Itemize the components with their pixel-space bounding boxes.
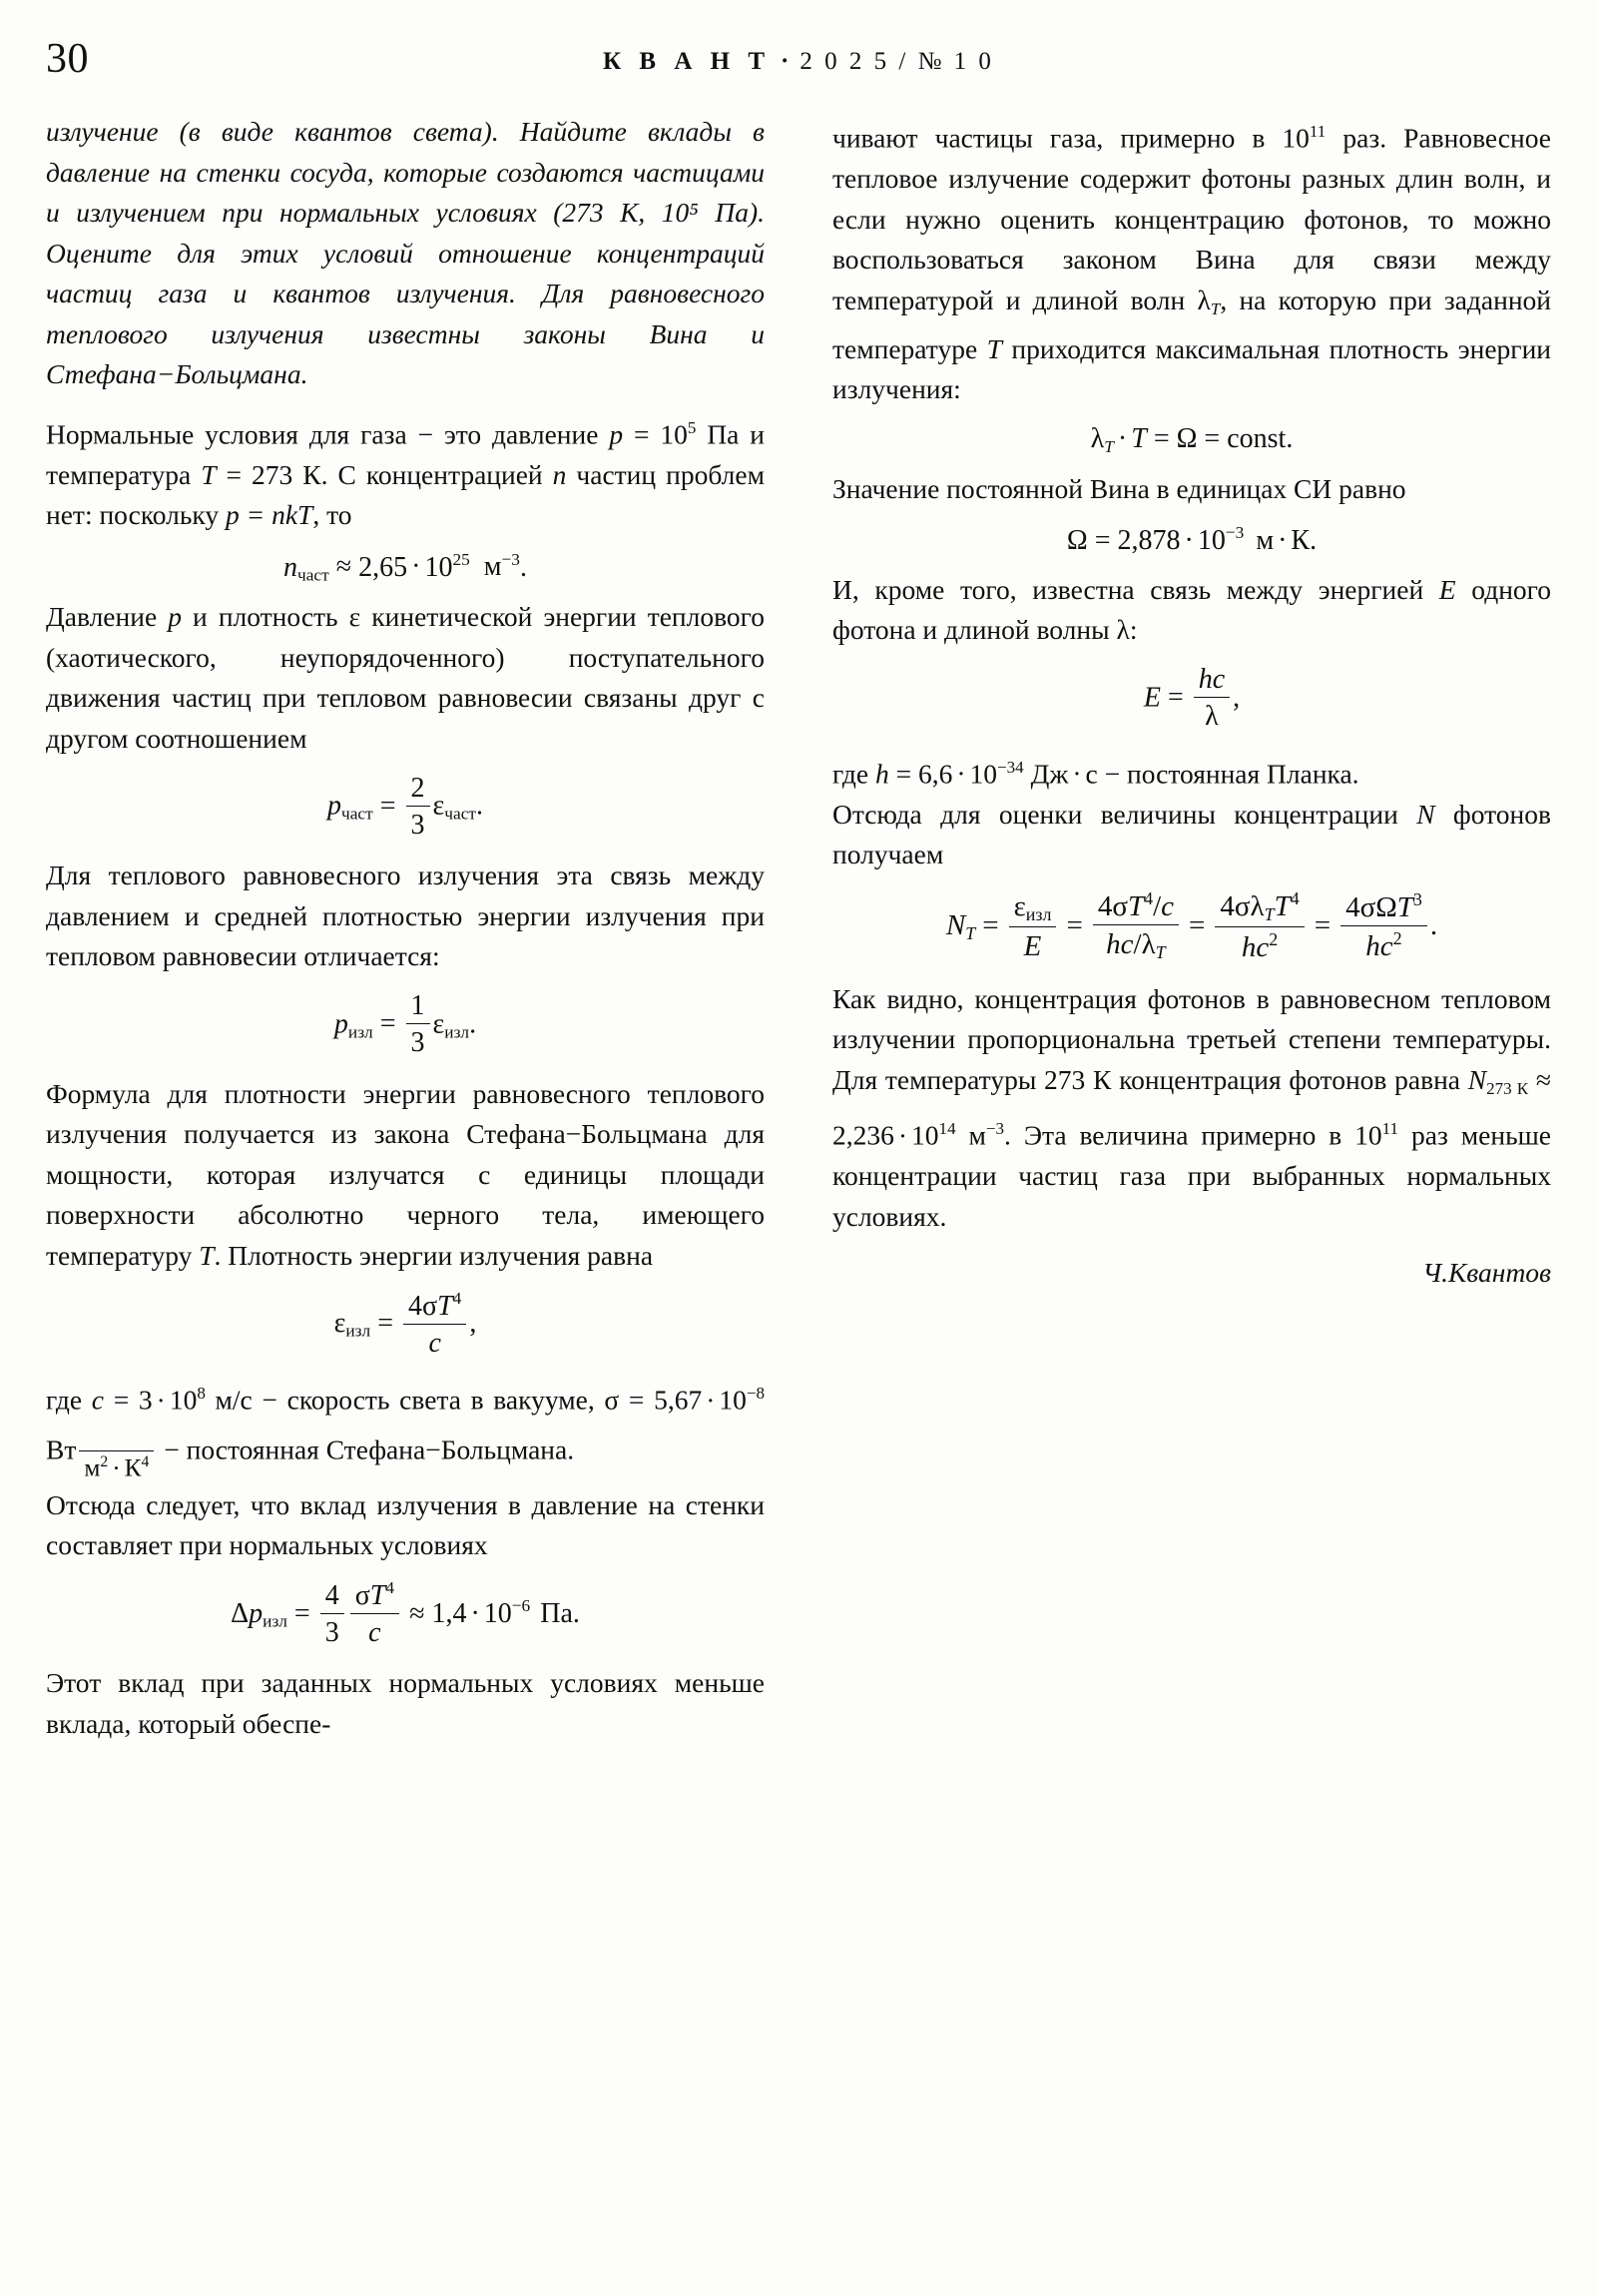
text-run: Формула для плотности энергии равновесного теплового излучения получается из закона Стефана−Больцмана для мощности, которая излучатся с единицы площади поверхности абсолютно черного тела, имеющего температуру <box>46 1077 765 1271</box>
eq-relation: = <box>377 1308 393 1340</box>
text-run: где <box>46 1384 92 1416</box>
exponent: −34 <box>997 757 1024 777</box>
symbol-N-subscript: 273 К <box>1486 1078 1529 1098</box>
symbol-T: T <box>199 1239 215 1271</box>
numerator: 2 <box>406 772 430 807</box>
numerator-c: c <box>1212 664 1226 696</box>
multiply-dot: · <box>706 1384 716 1416</box>
eq-unit-m: м <box>1256 525 1275 557</box>
numerator-c: c <box>1161 890 1175 923</box>
symbol-p: p <box>609 418 624 450</box>
issue-label: 2 0 2 5 / № 1 0 <box>799 48 994 75</box>
author-signature: Ч.Квантов <box>1422 1257 1551 1289</box>
eq-lhs-var: p <box>326 790 341 822</box>
problem-statement: излучение (в виде квантов света). Найдите вклады в давление на стенки сосуда, которые создаются частицами и излучением при нормальных условиях (273 К, 10⁵ Па). Оцените для этих условий отношение концентраций частиц газа и квантов излучения. Для равновесного теплового излучения известны законы Вина и Стефана−Больцмана. <box>46 116 765 389</box>
eq-relation: ≈ <box>335 551 352 583</box>
symbol-N: N <box>1416 798 1435 830</box>
text-run: , на которую при заданной температуре <box>832 284 1552 364</box>
eq-lhs: E <box>1143 682 1161 714</box>
eq-tail: . <box>476 790 484 822</box>
paragraph-planck-constant <box>832 748 1551 795</box>
numerator <box>1009 889 1057 927</box>
denominator-h: h <box>1365 930 1380 963</box>
eq-value: 2,878 <box>1117 525 1181 557</box>
numerator <box>1093 888 1179 925</box>
eq-fraction-2-3 <box>406 772 430 842</box>
eq-omega: Ω <box>1066 525 1088 557</box>
denominator-c: c <box>1379 930 1393 963</box>
text-run: . Эта величина примерно в 10 <box>1004 1119 1382 1151</box>
eq-multiply-dot: · <box>1184 525 1194 557</box>
paragraph-radiation-relation: Для теплового равновесного излучения эта связь между давлением и средней плотностью энергии излучения при тепловом равновесии отличается: <box>46 860 765 972</box>
denominator-h: h <box>1241 931 1257 964</box>
eq-tail: . <box>1310 525 1318 557</box>
eq-exponent: −6 <box>511 1595 531 1615</box>
numerator: 1 <box>406 989 430 1024</box>
eq-tail: , <box>469 1308 477 1340</box>
eq-unit: м <box>483 551 502 583</box>
unit-dot: · <box>112 1453 121 1482</box>
paragraph-wien-constant: Значение постоянной Вина в единицах СИ равно <box>832 472 1406 504</box>
numerator: 4 <box>320 1579 344 1614</box>
column-right <box>832 112 1551 1294</box>
journal-name: К В А Н Т <box>603 48 772 75</box>
text-run: И, кроме того, известна связь между энергией <box>832 573 1439 605</box>
text-run: , то <box>312 499 352 531</box>
text-run: Как видно, концентрация фотонов в равновесном тепловом излучении пропорциональна третьей степени температуры. Для температуры 273 К концентрация фотонов равна <box>832 982 1551 1095</box>
text-run: . Плотность энергии излучения равна <box>214 1239 654 1271</box>
eq-lhs-subscript: изл <box>345 1322 371 1342</box>
numerator-subscript: изл <box>1025 903 1052 924</box>
text-run: ≈ 2,236 <box>832 1063 1551 1151</box>
eq-rhs-subscript: част <box>444 804 477 824</box>
eq-relation: = <box>379 790 396 822</box>
symbol-p: p <box>168 601 182 633</box>
eq-T: T <box>1131 422 1147 454</box>
text-run: раз меньше концентрации частиц газа при выбранных нормальных условиях. <box>832 1119 1551 1232</box>
text-run: Дж <box>1023 758 1069 790</box>
page-number: 30 <box>46 36 89 82</box>
eq-rhs-var: ε <box>432 1008 445 1040</box>
numerator-T: T <box>1396 890 1413 923</box>
numerator-exponent: 4 <box>1290 887 1300 908</box>
exponent: 8 <box>197 1384 206 1404</box>
denominator-lambda: λ <box>1141 928 1156 961</box>
symbol-c: c <box>91 1384 105 1416</box>
denominator <box>1093 925 1179 963</box>
numerator <box>1215 888 1304 927</box>
text-run: раз. Равновесное тепловое излучение содержит фотоны разных длин волн, и если нужно оценить концентрацию фотонов, то можно воспользоваться законом Вина для связи между температурой и длиной волн <box>832 122 1551 315</box>
eq-relation: = <box>379 1008 396 1040</box>
numerator <box>350 1578 399 1614</box>
denominator-exponent: 2 <box>1392 927 1402 948</box>
eq-multiply-dot: · <box>1117 422 1128 454</box>
equation-photon-energy <box>832 665 1551 735</box>
numerator-coefficient: 4σ <box>408 1290 438 1322</box>
numerator-exponent: 4 <box>385 1578 395 1598</box>
text-run: фотонов получаем <box>832 798 1551 870</box>
eq-exponent: −3 <box>1225 523 1245 543</box>
denominator: c <box>368 1617 381 1649</box>
denominator <box>1340 926 1427 963</box>
eq-relation-3: = <box>1189 908 1206 941</box>
text-run: = 273 К. С концентрацией <box>216 458 553 490</box>
denominator: 3 <box>410 1027 425 1059</box>
eq-fraction-hc-lambda <box>1194 663 1230 733</box>
numerator-T: T <box>1127 890 1145 923</box>
exponent-11: 11 <box>1381 1118 1399 1138</box>
paragraph-wien-intro <box>832 112 1551 410</box>
eq-relation-2: = <box>1204 422 1221 454</box>
denominator-c: c <box>1120 928 1134 961</box>
text-run: приходится максимальная плотность энергии излучения: <box>832 332 1551 405</box>
eq-relation-2: = <box>1066 908 1083 941</box>
eq-tail: . <box>1429 908 1438 941</box>
eq-fraction-sigmaT4-c <box>350 1578 399 1649</box>
eq-fraction-1-3 <box>406 989 430 1059</box>
denominator-h: h <box>1106 928 1121 961</box>
eq-tail: , <box>1233 682 1241 714</box>
base: 10 <box>969 758 998 790</box>
paragraph-normal-conditions <box>46 408 765 536</box>
eq-multiply-dot: · <box>411 551 421 583</box>
eq-lhs-var: ε <box>333 1308 346 1340</box>
formula-p-nkT: p = nkT <box>226 499 313 531</box>
symbol-lambda: λ <box>1197 284 1211 315</box>
symbol-lambda-subscript: T <box>1210 298 1221 318</box>
numerator-sigma: σ <box>354 1580 370 1612</box>
denominator-slash: / <box>1133 928 1142 961</box>
eq-base: 10 <box>424 551 453 583</box>
eq-fraction-4sigmaT4c-hclambda <box>1093 888 1179 964</box>
eq-rhs-subscript: изл <box>444 1022 470 1042</box>
eq-unit-dot: · <box>1278 525 1288 557</box>
eq-lhs-subscript: част <box>340 804 373 824</box>
exponent-5: 5 <box>687 417 697 437</box>
paragraph-concentration-estimate <box>832 795 1551 875</box>
eq-relation-1: = <box>982 908 999 941</box>
text-run: одного фотона и длиной волны <box>832 573 1552 646</box>
unit-exponent: −3 <box>985 1118 1005 1138</box>
text-run: : <box>1129 614 1138 646</box>
eq-lambda-subscript: T <box>1104 436 1114 456</box>
multiply-dot: · <box>156 1384 166 1416</box>
equation-NT-chain <box>832 889 1551 966</box>
equation-n-chast <box>46 550 765 585</box>
unit-numerator <box>79 1420 154 1451</box>
paragraph-stefan-boltzmann <box>46 1074 765 1277</box>
paragraph-constants <box>46 1374 765 1484</box>
unit-m-exponent: 2 <box>100 1452 109 1470</box>
base: 10 <box>169 1384 198 1416</box>
text-run: чивают частицы газа, примерно в 10 <box>832 122 1310 154</box>
running-head <box>0 34 1597 86</box>
eq-const: const. <box>1227 422 1294 454</box>
text-run: = 3 <box>104 1384 153 1416</box>
eq-value: 1,4 <box>431 1597 467 1629</box>
eq-subscript: част <box>297 565 329 585</box>
unit: м <box>955 1119 986 1151</box>
symbol-T: T <box>986 332 1002 364</box>
numerator-lambda: λ <box>1250 889 1265 922</box>
eq-fraction-4-3 <box>320 1579 344 1649</box>
numerator <box>1194 663 1230 698</box>
numerator <box>1340 889 1427 926</box>
numerator-h: h <box>1198 664 1213 696</box>
base: 10 <box>719 1384 747 1416</box>
paragraph-pressure-energy-density <box>46 597 765 759</box>
numerator-epsilon: ε <box>1013 889 1026 922</box>
equation-epsilon-izl <box>46 1290 765 1361</box>
text-run: Вт <box>46 1434 77 1465</box>
eq-var: n <box>283 551 297 583</box>
symbol-epsilon: ε <box>348 601 361 633</box>
denominator-exponent: 2 <box>1269 928 1279 949</box>
numerator-T: T <box>437 1290 453 1322</box>
eq-mantissa: 2,65 <box>358 551 408 583</box>
numerator-coefficient: 4σ <box>1097 890 1128 923</box>
eq-base: 10 <box>483 1597 512 1629</box>
denominator: λ <box>1205 701 1219 733</box>
denominator: 3 <box>324 1616 339 1648</box>
eq-exponent: 25 <box>452 549 470 569</box>
eq-multiply-dot: · <box>470 1597 480 1629</box>
text-run: = 6,6 <box>888 758 953 790</box>
numerator-exponent: 4 <box>452 1289 462 1308</box>
symbol-lambda: λ <box>1116 614 1130 646</box>
text-run: = 10 <box>623 418 688 450</box>
text-run: и плотность <box>181 601 349 633</box>
denominator-c: c <box>1256 931 1270 964</box>
eq-tail: . <box>520 551 527 583</box>
eq-lhs-var: p <box>249 1597 264 1629</box>
exponent: −8 <box>746 1384 766 1404</box>
denominator: c <box>428 1327 441 1359</box>
denominator-lambda-subscript: T <box>1155 942 1166 963</box>
eq-lhs-subscript: изл <box>263 1611 287 1631</box>
text-run: м/с − скорость света в вакууме, <box>205 1384 605 1416</box>
unit-s: с <box>1085 758 1098 790</box>
eq-fraction-4sigmaT4-c <box>403 1289 466 1360</box>
multiply-dot: · <box>956 758 966 790</box>
eq-relation: = <box>1153 422 1170 454</box>
unit-K: К <box>124 1453 142 1482</box>
two-column-body <box>46 112 1551 2258</box>
text-run: Нормальные условия для газа − это давление <box>46 418 610 450</box>
eq-fraction-4sigmaOmegaT3-hc2 <box>1340 889 1427 964</box>
running-title <box>0 48 1597 76</box>
unit-denominator <box>79 1451 154 1484</box>
equation-p-izl <box>46 991 765 1061</box>
eq-relation-4: = <box>1314 908 1331 941</box>
numerator-lambda-subscript: T <box>1264 903 1275 924</box>
eq-unit: Па <box>540 1597 573 1629</box>
numerator-slash: / <box>1153 890 1162 923</box>
text-run: кинетической энергии теплового (хаотического, неупорядоченного) поступательного движения частиц при тепловом равновесии связаны друг с другом соотношением <box>46 601 766 754</box>
symbol-N: N <box>1467 1063 1487 1095</box>
unit-m: м <box>84 1453 101 1482</box>
paragraph-photon-energy <box>832 570 1551 651</box>
unit-K-exponent: 4 <box>141 1452 150 1470</box>
text-run: Давление <box>46 601 169 633</box>
eq-relation: = <box>1167 682 1184 714</box>
symbol-n: n <box>552 458 567 490</box>
numerator-exponent: 3 <box>1412 888 1422 909</box>
equation-p-chast <box>46 773 765 843</box>
eq-delta: Δ <box>231 1597 250 1629</box>
symbol-sigma: σ <box>604 1384 620 1416</box>
eq-fraction-eps-E <box>1009 889 1057 963</box>
equation-wien-law <box>832 424 1551 456</box>
unit-fraction <box>76 1421 157 1484</box>
eq-fraction-4sigmalambdaT4-hc2 <box>1215 888 1304 965</box>
unit-dot: · <box>1072 758 1082 790</box>
text-run: = 5,67 <box>619 1384 703 1416</box>
eq-base: 10 <box>1197 525 1226 557</box>
numerator-T: T <box>1274 889 1291 922</box>
eq-approx: ≈ <box>409 1597 425 1629</box>
eq-unit-K: К <box>1291 525 1311 557</box>
eq-relation: = <box>293 1597 310 1629</box>
paragraph-contribution: Отсюда следует, что вклад излучения в давление на стенки составляет при нормальных условиях <box>46 1488 765 1561</box>
denominator: 3 <box>410 809 425 841</box>
eq-lhs-subscript: T <box>965 923 976 944</box>
eq-lhs-var: N <box>945 908 966 941</box>
paragraph-conclusion-left: Этот вклад при заданных нормальных условиях меньше вклада, который обеспе- <box>46 1667 765 1739</box>
numerator-T: T <box>369 1580 386 1612</box>
symbol-h: h <box>874 758 889 790</box>
numerator-coefficient: 4σ <box>1220 889 1251 922</box>
text-run: где <box>832 758 875 790</box>
equation-delta-p-izl <box>46 1580 765 1651</box>
eq-lhs-var: p <box>333 1008 348 1040</box>
exponent-11: 11 <box>1309 122 1327 141</box>
separator-dot: · <box>781 48 791 75</box>
eq-lambda: λ <box>1090 422 1105 454</box>
eq-tail: . <box>572 1597 580 1629</box>
text-run: − постоянная Планка. <box>1097 758 1359 790</box>
eq-lhs-subscript: изл <box>347 1022 373 1042</box>
text-run: частиц проблем нет: поскольку <box>46 458 765 531</box>
text-run: Па и температура <box>46 418 765 490</box>
numerator <box>403 1289 466 1325</box>
eq-relation: = <box>1094 525 1111 557</box>
column-left <box>46 112 765 1744</box>
numerator-coefficient: 4σΩ <box>1345 890 1397 923</box>
eq-unit-exponent: −3 <box>501 549 520 569</box>
numerator-exponent: 4 <box>1144 888 1154 909</box>
exponent: 14 <box>938 1118 956 1138</box>
text-run: − постоянная Стефана−Больцмана. <box>157 1434 575 1465</box>
symbol-T: T <box>201 458 217 490</box>
paragraph-final-conclusion <box>832 979 1551 1237</box>
text-run: Отсюда для оценки величины концентрации <box>832 798 1417 830</box>
denominator <box>1215 927 1304 964</box>
equation-omega-value <box>832 523 1551 557</box>
eq-tail: . <box>469 1008 477 1040</box>
eq-omega: Ω <box>1176 422 1198 454</box>
multiply-dot: · <box>897 1119 908 1151</box>
symbol-E: E <box>1438 573 1456 605</box>
eq-rhs-var: ε <box>432 790 445 822</box>
base: 10 <box>911 1119 939 1151</box>
denominator: E <box>1023 929 1042 962</box>
